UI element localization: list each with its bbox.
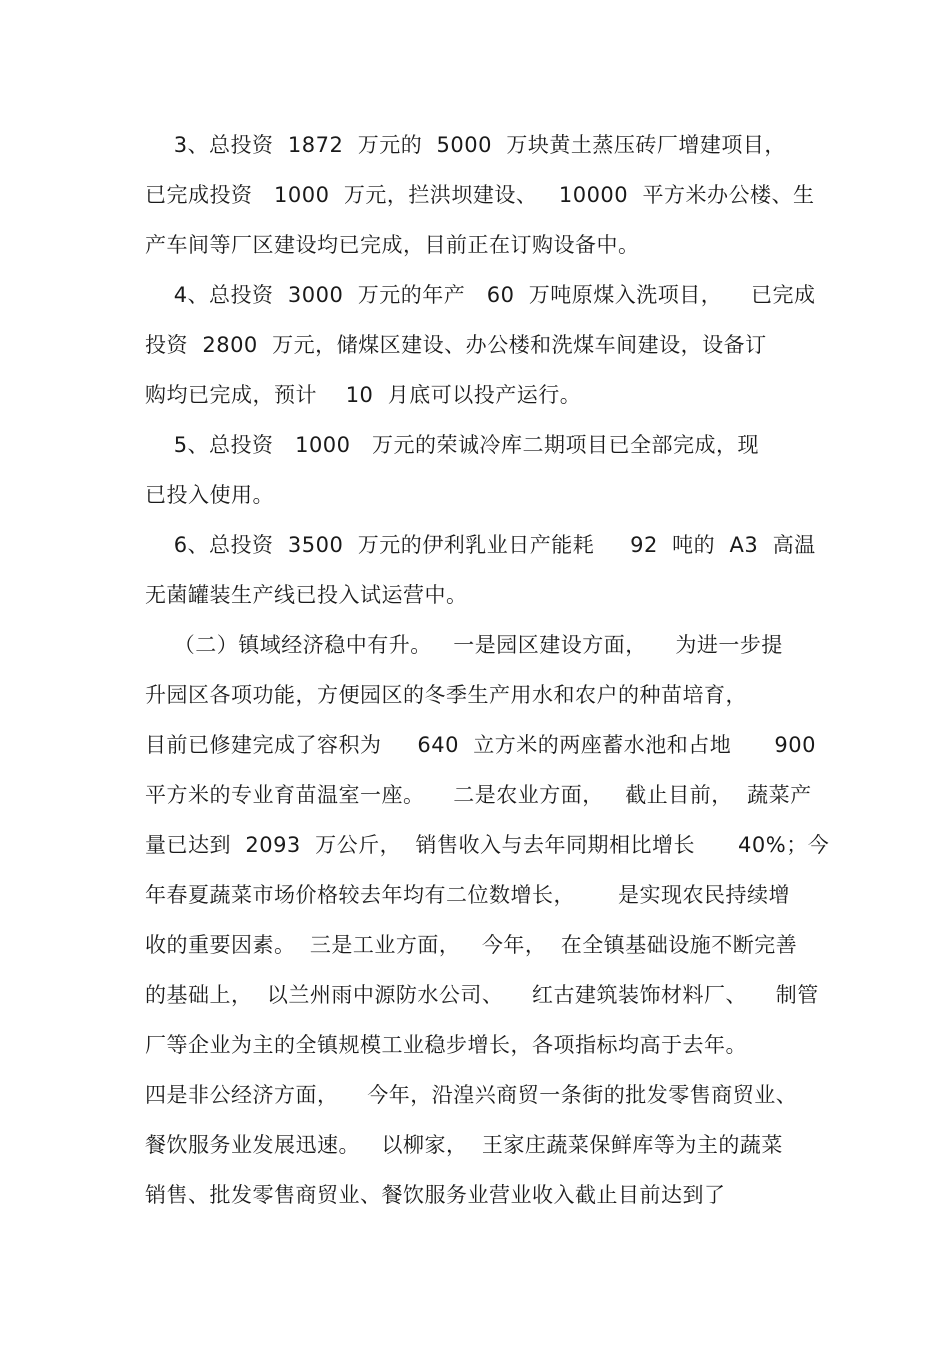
text-line: 四是非公经济方面， 今年，沿湟兴商贸一条街的批发零售商贸业、: [145, 1083, 798, 1107]
text-line: 已投入使用。: [145, 483, 274, 507]
text-line: （二）镇域经济稳中有升。 一是园区建设方面， 为进一步提: [145, 633, 783, 657]
text-line: 5、总投资 1000 万元的荣诚冷库二期项目已全部完成，现: [145, 433, 760, 457]
text-line: 收的重要因素。 三是工业方面， 今年， 在全镇基础设施不断完善: [145, 933, 798, 957]
text-line: 3、总投资 1872 万元的 5000 万块黄土蒸压砖厂增建项目，: [145, 133, 786, 157]
text-line: 年春夏蔬菜市场价格较去年均有二位数增长， 是实现农民持续增: [145, 883, 791, 907]
text-line: 产车间等厂区建设均已完成，目前正在订购设备中。: [145, 233, 640, 257]
text-line: 4、总投资 3000 万元的年产 60 万吨原煤入洗项目， 已完成: [145, 283, 816, 307]
text-line: 餐饮服务业发展迅速。 以柳家， 王家庄蔬菜保鲜库等为主的蔬菜: [145, 1133, 783, 1157]
text-line: 购均已完成，预计 10 月底可以投产运行。: [145, 383, 582, 407]
text-line: 的基础上， 以兰州雨中源防水公司、 红古建筑装饰材料厂、 制管: [145, 983, 819, 1007]
text-line: 已完成投资 1000 万元，拦洪坝建设、 10000 平方米办公楼、生: [145, 183, 815, 207]
text-line: 升园区各项功能，方便园区的冬季生产用水和农户的种苗培育，: [145, 683, 747, 707]
text-line: 平方米的专业育苗温室一座。 二是农业方面， 截止目前， 蔬菜产: [145, 783, 812, 807]
text-line: 目前已修建完成了容积为 640 立方米的两座蓄水池和占地 900: [145, 733, 816, 757]
text-line: 厂等企业为主的全镇规模工业稳步增长，各项指标均高于去年。: [145, 1033, 747, 1057]
text-line: 6、总投资 3500 万元的伊利乳业日产能耗 92 吨的 A3 高温: [145, 533, 816, 557]
text-line: 无菌罐装生产线已投入试运营中。: [145, 583, 468, 607]
text-line: 销售、批发零售商贸业、餐饮服务业营业收入截止目前达到了: [145, 1183, 726, 1207]
text-line: 投资 2800 万元，储煤区建设、办公楼和洗煤车间建设，设备订: [145, 333, 767, 357]
text-line: 量已达到 2093 万公斤， 销售收入与去年同期相比增长 40%；今: [145, 833, 830, 857]
